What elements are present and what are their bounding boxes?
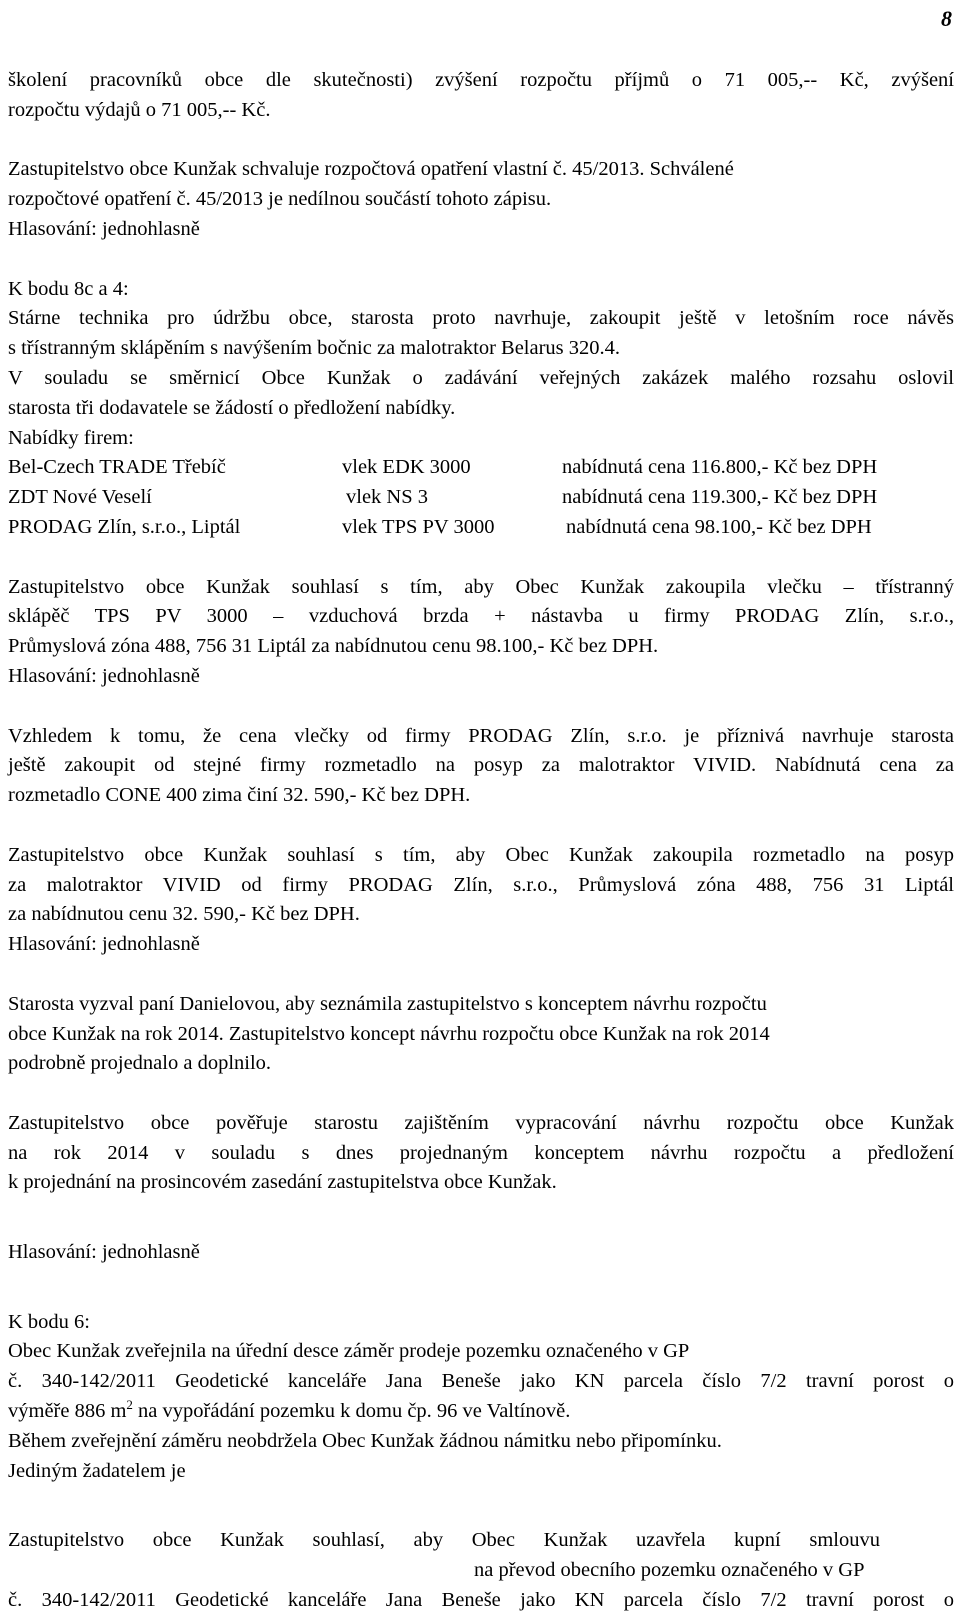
text-line [8, 1397, 954, 1427]
text-line: Zastupitelstvo obce Kunžak schvaluje rozpočtová opatření vlastní č. 45/2013. Schválené [8, 158, 734, 181]
text-line: na převod obecního pozemku označeného v GP [474, 1559, 865, 1582]
offer-product: vlek NS 3 [346, 486, 428, 509]
offer-price: nabídnutá cena 98.100,- Kč bez DPH [566, 515, 872, 538]
text-line: Stárne technika pro údržbu obce, starosta proto navrhuje, zakoupit ještě v letošním roce návěs [8, 307, 954, 330]
offer-price: nabídnutá cena 116.800,- Kč bez DPH [562, 456, 878, 479]
offer-firm: PRODAG Zlín, s.r.o., Liptál [8, 515, 241, 538]
text-line: V souladu se směrnicí Obce Kunžak o zadávání veřejných zakázek malého rozsahu oslovil [8, 366, 954, 389]
text-line: Vzhledem k tomu, že cena vlečky od firmy PRODAG Zlín, s.r.o. je příznivá navrhuje starosta [8, 724, 954, 747]
document-body [8, 66, 954, 1616]
text-line: sklápěč TPS PV 3000 – vzduchová brzda + nástavba u firmy PRODAG Zlín, s.r.o., [8, 605, 954, 628]
text-line: Zastupitelstvo obce pověřuje starostu zajištěním vypracování návrhu rozpočtu obce Kunžak [8, 1111, 954, 1134]
text-line: obce Kunžak na rok 2014. Zastupitelstvo koncept návrhu rozpočtu obce Kunžak na rok 2014 [8, 1022, 770, 1045]
text-line: starosta tři dodavatele se žádostí o předložení nabídky. [8, 396, 456, 419]
text-line: za nabídnutou cenu 32. 590,- Kč bez DPH. [8, 903, 360, 926]
vote-result: Hlasování: jednohlasně [8, 217, 200, 240]
offer-product: vlek TPS PV 3000 [342, 515, 495, 538]
text-line: Zastupitelstvo obce Kunžak souhlasí, aby Obec Kunžak uzavřela kupní smlouvu [8, 1529, 880, 1552]
text-line: školení pracovníků obce dle skutečnosti) zvýšení rozpočtu příjmů o 71 005,-- Kč, zvýšení [8, 69, 954, 91]
text-line: rozpočtové opatření č. 45/2013 je nedílnou součástí tohoto zápisu. [8, 188, 552, 211]
agenda-item-heading: K bodu 8c a 4: [8, 277, 129, 300]
text-line: ještě zakoupit od stejné firmy rozmetadlo na posyp za malotraktor VIVID. Nabídnutá cena za [8, 754, 954, 777]
text-line: na rok 2014 v souladu s dnes projednaným konceptem návrhu rozpočtu a předložení [8, 1141, 954, 1164]
vote-result: Hlasování: jednohlasně [8, 664, 200, 687]
offer-row [8, 483, 954, 513]
offer-product: vlek EDK 3000 [342, 456, 471, 479]
offers-heading: Nabídky firem: [8, 426, 134, 449]
text-line: č. 340-142/2011 Geodetické kanceláře Jana Beneše jako KN parcela číslo 7/2 travní porost o [8, 1588, 954, 1611]
offer-firm: Bel-Czech TRADE Třebíč [8, 456, 226, 479]
text-line: Během zveřejnění záměru neobdržela Obec Kunžak žádnou námitku nebo připomínku. [8, 1429, 722, 1452]
text-line: podrobně projednalo a doplnilo. [8, 1052, 272, 1075]
text-line: rozmetadlo CONE 400 zima činí 32. 590,- Kč bez DPH. [8, 784, 471, 807]
text-line: k projednání na prosincovém zasedání zastupitelstva obce Kunžak. [8, 1171, 557, 1194]
text-line: Průmyslová zóna 488, 756 31 Liptál za nabídnutou cenu 98.100,- Kč bez DPH. [8, 635, 659, 658]
text-line: Jediným žadatelem je [8, 1459, 186, 1482]
vote-result: Hlasování: jednohlasně [8, 933, 200, 956]
text-line: Zastupitelstvo obce Kunžak souhlasí s tím, aby Obec Kunžak zakoupila rozmetadlo na posyp [8, 843, 954, 866]
text-line: Obec Kunžak zveřejnila na úřední desce záměr prodeje pozemku označeného v GP [8, 1340, 690, 1363]
text-fragment: na vypořádání pozemku k domu čp. 96 ve Valtínově. [132, 1400, 571, 1423]
text-line: s třístranným sklápěním s navýšením bočnic za malotraktor Belarus 320.4. [8, 337, 621, 360]
text-line: č. 340-142/2011 Geodetické kanceláře Jana Beneše jako KN parcela číslo 7/2 travní porost o [8, 1370, 954, 1393]
vote-result: Hlasování: jednohlasně [8, 1241, 200, 1264]
offer-row [8, 453, 954, 483]
agenda-item-heading: K bodu 6: [8, 1310, 90, 1333]
text-line: za malotraktor VIVID od firmy PRODAG Zlín, s.r.o., Průmyslová zóna 488, 756 31 Liptál [8, 873, 954, 896]
text-fragment: výměře 886 m [8, 1400, 127, 1423]
text-line: rozpočtu výdajů o 71 005,-- Kč. [8, 98, 271, 121]
offer-firm: ZDT Nové Veselí [8, 486, 152, 509]
offer-price: nabídnutá cena 119.300,- Kč bez DPH [562, 486, 878, 509]
text-line: Zastupitelstvo obce Kunžak souhlasí s tím, aby Obec Kunžak zakoupila vlečku – třístranný [8, 575, 954, 598]
offer-row [8, 513, 954, 543]
superscript: 2 [126, 1397, 133, 1413]
page-number: 8 [941, 6, 952, 31]
text-line: Starosta vyzval paní Danielovou, aby seznámila zastupitelstvo s konceptem návrhu rozpočtu [8, 992, 767, 1015]
